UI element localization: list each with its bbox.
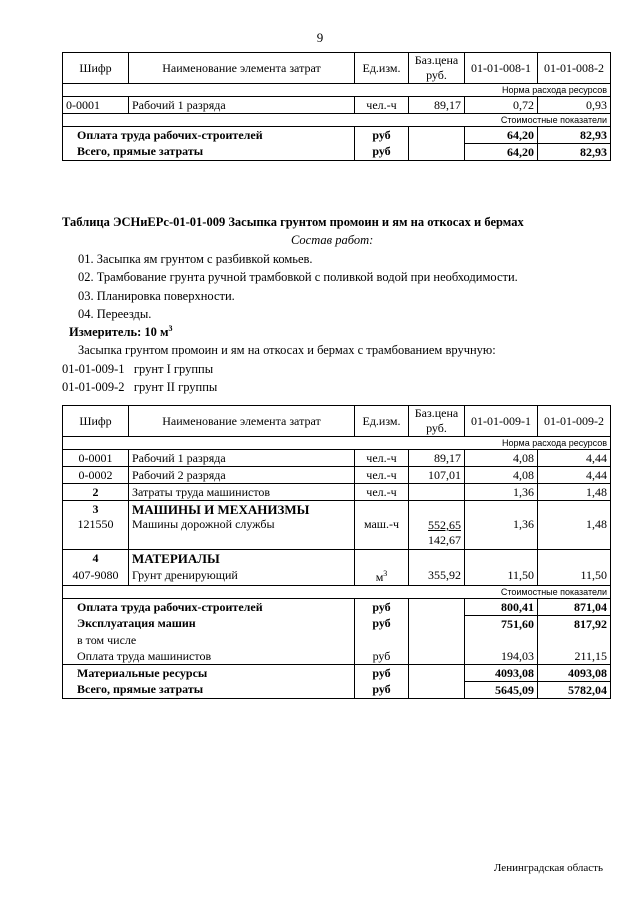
variant-2: 01-01-009-2 грунт II группы	[62, 380, 218, 394]
header-code: Шифр	[63, 53, 129, 84]
cost-label-row	[63, 114, 611, 127]
step-4: 04. Переезды.	[78, 307, 152, 321]
table-rates-008	[62, 52, 611, 161]
total-name: Материальные ресурсы	[63, 665, 355, 682]
total-v1: 5645,09	[465, 682, 538, 699]
group-row-materials	[63, 550, 611, 567]
cell-code: 407-9080	[63, 566, 129, 586]
cell-name: Машины дорожной службы	[129, 517, 355, 550]
cell-name: Затраты труда машинистов	[129, 484, 355, 501]
total-v1: 64,20	[465, 127, 538, 144]
table-row	[63, 450, 611, 467]
cell-price: 89,17	[409, 97, 465, 114]
table-row	[63, 566, 611, 586]
total-row	[63, 648, 611, 665]
total-v1: 751,60	[465, 616, 538, 633]
cell-unit: чел.-ч	[355, 97, 409, 114]
variant-1: 01-01-009-1 грунт I группы	[62, 362, 214, 376]
total-row	[63, 127, 611, 144]
cost-label: Стоимостные показатели	[465, 114, 611, 127]
total-v1: 800,41	[465, 599, 538, 616]
total-name: в том числе	[63, 632, 355, 648]
total-unit: руб	[355, 648, 409, 665]
cost-label: Стоимостные показатели	[465, 586, 611, 599]
header-name: Наименование элемента затрат	[129, 53, 355, 84]
cell-v1: 4,08	[465, 450, 538, 467]
table-row	[63, 467, 611, 484]
total-row	[63, 682, 611, 699]
cell-unit: маш.-ч	[355, 517, 409, 550]
cell-v2: 1,48	[538, 517, 611, 550]
header-col1: 01-01-009-1	[465, 406, 538, 437]
total-unit: руб	[355, 127, 409, 144]
table-row	[63, 484, 611, 501]
cell-v2: 4,44	[538, 467, 611, 484]
cell-name: Грунт дренирующий	[129, 566, 355, 586]
total-name: Всего, прямые затраты	[63, 682, 355, 699]
norm-label-row	[63, 84, 611, 97]
total-name: Эксплуатация машин	[63, 616, 355, 633]
table-rates-009	[62, 405, 611, 699]
norm-label: Норма расхода ресурсов	[63, 84, 611, 97]
group-code: 4	[63, 550, 129, 567]
table-header-row	[63, 53, 611, 84]
cell-v2: 11,50	[538, 566, 611, 586]
cell-name: Рабочий 1 разряда	[129, 97, 355, 114]
group-name: МАШИНЫ И МЕХАНИЗМЫ	[129, 501, 355, 518]
total-v2: 817,92	[538, 616, 611, 633]
header-price: Баз.цена руб.	[409, 406, 465, 437]
header-unit: Ед.изм.	[355, 53, 409, 84]
cell-name: Рабочий 2 разряда	[129, 467, 355, 484]
page-number: 9	[316, 30, 324, 45]
group-name: МАТЕРИАЛЫ	[129, 550, 355, 567]
cell-code: 0-0001	[63, 450, 129, 467]
cell-v1: 1,36	[465, 517, 538, 550]
header-code: Шифр	[63, 406, 129, 437]
cell-v1: 1,36	[465, 484, 538, 501]
total-v2: 211,15	[538, 648, 611, 665]
section-subtitle: Состав работ:	[291, 233, 374, 247]
section-title: Таблица ЭСНиЕРс-01-01-009 Засыпка грунтом промоин и ям на откосах и бермах	[62, 215, 524, 229]
measure-label: Измеритель: 10 $м^3$	[69, 324, 173, 340]
total-name: Оплата труда рабочих-строителей	[63, 127, 355, 144]
total-unit: руб	[355, 616, 409, 633]
header-col1: 01-01-008-1	[465, 53, 538, 84]
total-v2: 5782,04	[538, 682, 611, 699]
table-row	[63, 97, 611, 114]
norm-label-row	[63, 437, 611, 450]
cell-v2: 0,93	[538, 97, 611, 114]
cell-price: 552,65 142,67	[409, 517, 465, 550]
total-v2: 871,04	[538, 599, 611, 616]
total-name: Оплата труда рабочих-строителей	[63, 599, 355, 616]
step-3: 03. Планировка поверхности.	[78, 289, 235, 303]
cell-price: 89,17	[409, 450, 465, 467]
total-row	[63, 144, 611, 161]
header-name: Наименование элемента затрат	[129, 406, 355, 437]
group-code: 3	[63, 501, 129, 518]
total-v2: 4093,08	[538, 665, 611, 682]
total-unit: руб	[355, 682, 409, 699]
cell-v1: 11,50	[465, 566, 538, 586]
total-row	[63, 599, 611, 616]
description: Засыпка грунтом промоин и ям на откосах и бермах с трамбованием вручную:	[78, 343, 496, 357]
cell-code: 0-0001	[63, 97, 129, 114]
cell-code: 121550	[63, 517, 129, 550]
total-v2: 82,93	[538, 127, 611, 144]
cell-code: 0-0002	[63, 467, 129, 484]
cell-price: 355,92	[409, 566, 465, 586]
cell-v1: 0,72	[465, 97, 538, 114]
total-v2: 82,93	[538, 144, 611, 161]
total-unit: руб	[355, 599, 409, 616]
norm-label: Норма расхода ресурсов	[63, 437, 611, 450]
cell-unit: чел.-ч	[355, 484, 409, 501]
cost-label-row	[63, 586, 611, 599]
step-2: 02. Трамбование грунта ручной трамбовкой с поливкой водой при необходимости.	[78, 270, 518, 284]
cell-unit: чел.-ч	[355, 450, 409, 467]
total-unit: руб	[355, 665, 409, 682]
cell-name: Рабочий 1 разряда	[129, 450, 355, 467]
cell-unit: чел.-ч	[355, 467, 409, 484]
total-name: Всего, прямые затраты	[63, 144, 355, 161]
total-row	[63, 616, 611, 633]
header-price: Баз.цена руб.	[409, 53, 465, 84]
table-row	[63, 517, 611, 550]
cell-code: 2	[63, 484, 129, 501]
table-header-row	[63, 406, 611, 437]
cell-v1: 4,08	[465, 467, 538, 484]
group-row-machines	[63, 501, 611, 518]
cell-price: 107,01	[409, 467, 465, 484]
header-col2: 01-01-009-2	[538, 406, 611, 437]
total-v1: 4093,08	[465, 665, 538, 682]
total-row	[63, 665, 611, 682]
cell-v2: 1,48	[538, 484, 611, 501]
total-v1: 64,20	[465, 144, 538, 161]
step-1: 01. Засыпка ям грунтом с разбивкой комьев.	[78, 252, 313, 266]
total-v1: 194,03	[465, 648, 538, 665]
total-name: Оплата труда машинистов	[63, 648, 355, 665]
total-unit: руб	[355, 144, 409, 161]
header-unit: Ед.изм.	[355, 406, 409, 437]
footer-region: Ленинградская область	[493, 862, 603, 874]
cell-v2: 4,44	[538, 450, 611, 467]
cell-unit: $м^3$	[355, 566, 409, 586]
header-col2: 01-01-008-2	[538, 53, 611, 84]
total-row	[63, 632, 611, 648]
